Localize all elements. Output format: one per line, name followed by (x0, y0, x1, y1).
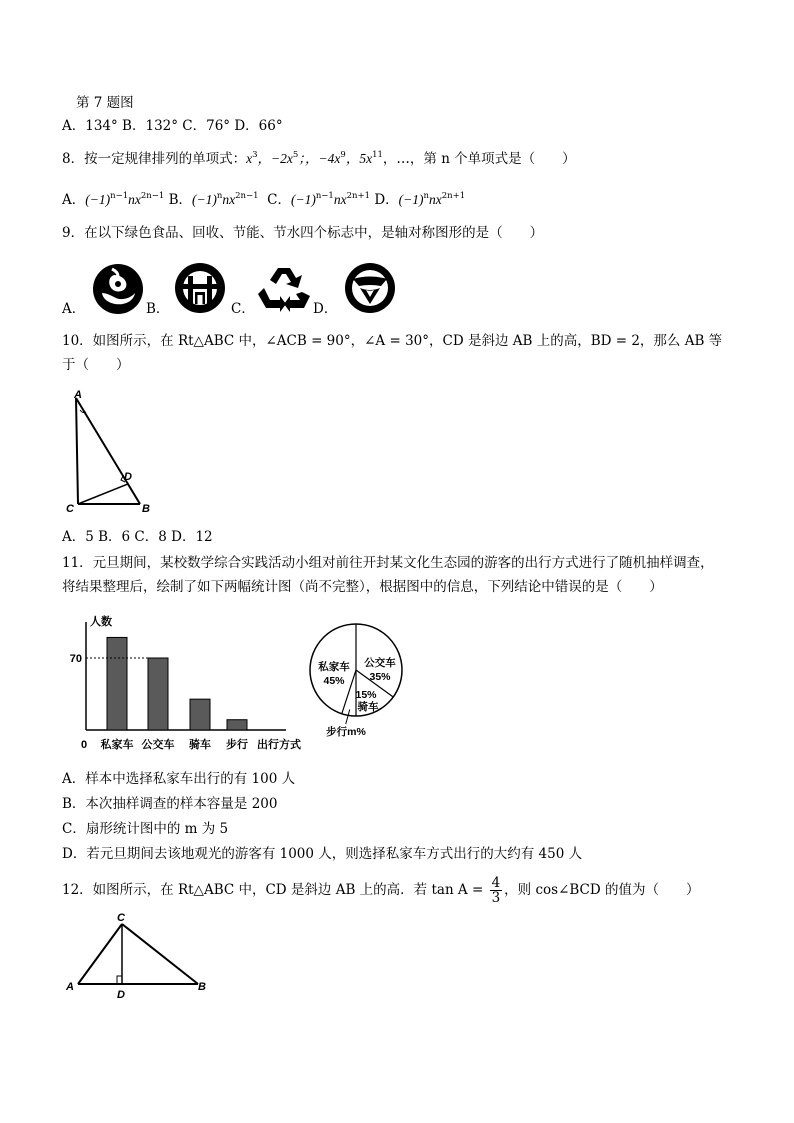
q10-label-b: B (142, 503, 150, 515)
q10-label-c: C (66, 503, 74, 515)
q12-frac-num: 4 (491, 875, 501, 891)
q11-option-d: D．若元旦期间去该地观光的游客有 1000 人，则选择私家车方式出行的大约有 450 人 (62, 846, 583, 862)
bar-category-label: 骑车 (189, 739, 211, 751)
q12-label-a: A (66, 981, 74, 993)
q9-label-b: B． (146, 301, 170, 317)
bar-3 (190, 699, 210, 730)
q8-exp-4: 11 (372, 149, 383, 160)
q8-term-1: x (246, 151, 253, 166)
q8-option-c: C．$(-1)^{n-1}nx^{2n+1}$ (267, 190, 371, 208)
q8-option-b: B．$(-1)^nnx^{2n-1}$ (168, 190, 259, 208)
q8-stem-prefix: 8．按一定规律排列的单项式： (62, 151, 247, 167)
q11-option-b: B．本次抽样调查的样本容量是 200 (62, 796, 278, 812)
q10-label-a: A (74, 389, 82, 401)
q11-stem-line2: 将结果整理后，绘制了如下两幅统计图（尚不完整），根据图中的信息，下列结论中错误的是（ ） (62, 579, 663, 595)
q8-exp-1: 3 (252, 149, 258, 160)
q12-label-b: B (198, 981, 206, 993)
q7-options: A．134° B．132° C．76° D．66° (62, 118, 283, 134)
q12-fraction (490, 876, 503, 905)
bar-chart-tick-label: 70 (69, 653, 82, 665)
water-saving-logo-icon (344, 262, 396, 314)
q12-triangle-figure (62, 910, 222, 1002)
q11-option-a: A．样本中选择私家车出行的有 100 人 (62, 771, 296, 787)
recycling-logo-icon (174, 262, 226, 314)
pie-label-bus: 公交车 (364, 657, 396, 669)
bar-category-label: 公交车 (141, 739, 175, 751)
q12-stem-suffix: ，则 cos∠BCD 的值为（ ） (504, 882, 700, 898)
q8-option-a: A．$(-1)^{n-1}nx^{2n-1}$ (62, 190, 165, 208)
q8-term-4: ，5x (345, 151, 373, 166)
q10-label-d: D (124, 471, 132, 483)
q9-stem: 9．在以下绿色食品、回收、节能、节水四个标志中，是轴对称图形的是（ ） (62, 225, 544, 241)
q10-triangle-figure (60, 388, 160, 516)
pie-label-walk: 步行m% (326, 726, 366, 738)
q7-caption: 第 7 题图 (76, 95, 134, 111)
q9-label-a: A． (62, 301, 86, 317)
q12-frac-den: 3 (491, 890, 501, 906)
q11-option-c: C．扇形统计图中的 m 为 5 (62, 821, 229, 837)
q10-stem-line2: 于（ ） (62, 357, 130, 373)
q10-stem-line1: 10．如图所示，在 Rt△ABC 中，∠ACB = 90°，∠A = 30°，CD 是斜边 AB 上的高，BD = 2，那么 AB 等 (62, 333, 723, 349)
bar-chart-ylabel: 人数 (90, 616, 112, 628)
q11-stem-line1: 11．元旦期间，某校数学综合实践活动小组对前往开封某文化生态园的游客的出行方式进行了随机抽样调查， (62, 555, 714, 571)
energy-saving-logo-icon (256, 262, 312, 314)
green-food-logo-icon (92, 263, 144, 315)
q11-bar-chart (60, 612, 310, 754)
pie-label-car: 私家车 (318, 661, 350, 673)
q8-exp-3: 9 (340, 149, 346, 160)
pie-label-bike: 骑车 (357, 701, 379, 713)
pie-value-bus: 35% (369, 671, 391, 683)
bar-category-label: 步行 (226, 739, 248, 751)
q12-label-c: C (117, 912, 125, 924)
q11-pie-chart (306, 618, 408, 740)
bar-4 (227, 720, 247, 730)
pie-value-bike: 15% (355, 689, 377, 701)
bar-1 (107, 637, 127, 730)
q9-label-d: D． (313, 301, 338, 317)
q8-stem-suffix: ，…，第 n 个单项式是（ ） (382, 151, 576, 167)
q8-option-d: D．$(-1)^nnx^{2n+1}$ (374, 190, 466, 208)
q12-stem-prefix: 12．如图所示，在 Rt△ABC 中，CD 是斜边 AB 上的高．若 tan A = (62, 882, 488, 898)
q8-stem (62, 150, 576, 168)
q8-options (62, 191, 465, 209)
q12-stem (62, 876, 700, 905)
bar-2 (148, 658, 168, 730)
q9-label-c: C． (231, 301, 255, 317)
q10-options: A．5 B．6 C．8 D．12 (62, 529, 213, 545)
q12-label-d: D (117, 989, 125, 1001)
bar-chart-xlabel: 出行方式 (257, 739, 301, 751)
pie-value-car: 45% (323, 675, 345, 687)
bar-category-label: 私家车 (100, 739, 134, 751)
bar-chart-origin-label: 0 (80, 739, 88, 751)
q8-exp-2: 5 (292, 149, 299, 160)
q8-term-2: ，−2x (257, 151, 293, 166)
q8-term-3: ；，−4x (298, 151, 341, 166)
